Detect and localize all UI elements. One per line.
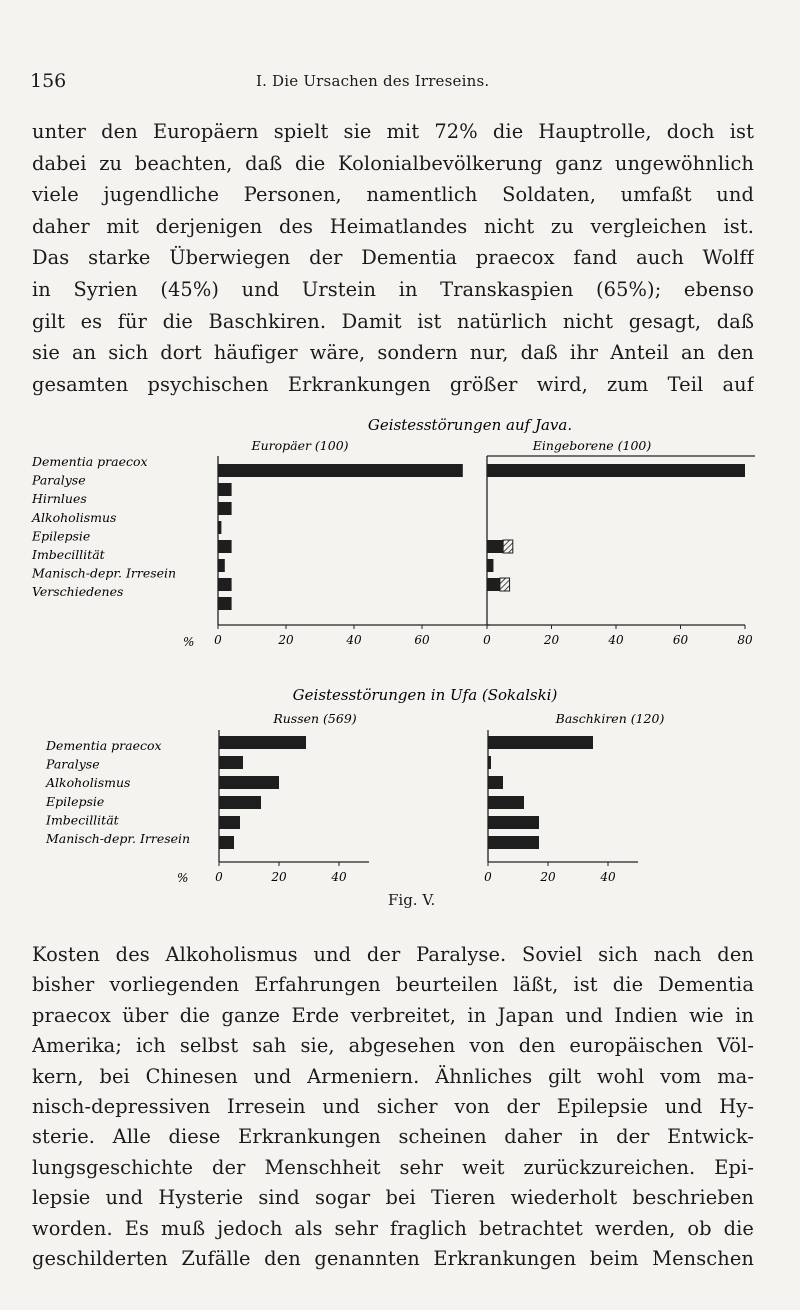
text-line: dabei zu beachten, daß die Kolonialbevölkerung ganz ungewöhnlich bbox=[32, 151, 754, 175]
x-tick-label: 0 bbox=[484, 870, 492, 884]
bar bbox=[218, 559, 225, 572]
running-header bbox=[30, 70, 770, 96]
text-line: bisher vorliegenden Erfahrungen beurteilen läßt, ist die Dementia bbox=[32, 973, 754, 997]
percent-label: % bbox=[183, 635, 195, 649]
category-label: Hirnlues bbox=[32, 491, 87, 507]
x-tick-label: 0 bbox=[483, 633, 491, 647]
category-label: Dementia praecox bbox=[46, 738, 162, 753]
x-tick-label: 20 bbox=[271, 870, 287, 884]
text-line: worden. Es muß jedoch als sehr fraglich betrachtet werden, ob die bbox=[32, 1216, 754, 1240]
category-label: Verschiedenes bbox=[32, 584, 124, 600]
x-tick-label: 80 bbox=[737, 633, 753, 647]
bar bbox=[488, 776, 503, 789]
bar bbox=[218, 521, 221, 534]
text-line: in Syrien (45%) und Urstein in Transkaspien (65%); ebenso bbox=[32, 277, 754, 301]
x-tick-label: 20 bbox=[278, 633, 294, 647]
text-line: nisch-depressiven Irresein und sicher von der Epilepsie und Hy- bbox=[32, 1094, 754, 1118]
percent-label: % bbox=[177, 871, 189, 885]
category-label: Epilepsie bbox=[32, 528, 91, 544]
category-label: Alkoholismus bbox=[32, 509, 117, 525]
text-line: daher mit derjenigen des Heimatlandes nicht zu vergleichen ist. bbox=[32, 214, 754, 238]
running-title: I. Die Ursachen des Irreseins. bbox=[256, 72, 490, 90]
bar bbox=[488, 836, 539, 849]
category-label: Dementia praecox bbox=[32, 454, 148, 469]
bar bbox=[218, 540, 232, 553]
x-tick-label: 40 bbox=[608, 633, 624, 647]
bar bbox=[218, 464, 463, 477]
bar bbox=[219, 836, 234, 849]
bar bbox=[219, 756, 243, 769]
bar bbox=[219, 796, 261, 809]
bar bbox=[219, 736, 306, 749]
bar bbox=[487, 464, 745, 477]
text-line: unter den Europäern spielt sie mit 72% die Hauptrolle, doch ist bbox=[32, 120, 754, 143]
bar-hatched bbox=[503, 540, 513, 553]
x-tick-label: 60 bbox=[414, 633, 430, 647]
bar bbox=[488, 816, 539, 829]
text-line: sterie. Alle diese Erkrankungen scheinen daher in der Entwick- bbox=[32, 1125, 754, 1149]
paragraph-bottom bbox=[32, 940, 754, 1274]
text-line: Das starke Überwiegen der Dementia praecox fand auch Wolff bbox=[32, 246, 754, 270]
chart-title: Geistesstörungen auf Java. bbox=[367, 416, 573, 434]
x-tick-label: 0 bbox=[214, 633, 222, 647]
text-line: sie an sich dort häufiger wäre, sondern nur, daß ihr Anteil an den bbox=[32, 341, 754, 365]
figure-caption: Fig. V. bbox=[388, 891, 436, 909]
x-tick-label: 0 bbox=[215, 870, 223, 884]
category-label: Imbecillität bbox=[32, 547, 105, 562]
chart-title: Geistesstörungen in Ufa (Sokalski) bbox=[292, 686, 558, 704]
series-caption: Eingeborene (100) bbox=[532, 438, 652, 453]
paragraph-top bbox=[32, 116, 754, 400]
bar bbox=[218, 502, 232, 515]
category-label: Imbecillität bbox=[46, 812, 119, 828]
text-line: gilt es für die Baschkiren. Damit ist natürlich nicht gesagt, daß bbox=[32, 309, 754, 333]
category-label: Manisch-depr. Irresein bbox=[46, 831, 191, 846]
text-line: lepsie und Hysterie sind sogar bei Tieren wiederholt beschrieben bbox=[32, 1186, 754, 1210]
text-line: gesamten psychischen Erkrankungen größer wird, zum Teil auf bbox=[32, 372, 754, 396]
x-tick-label: 40 bbox=[331, 870, 347, 884]
bar bbox=[488, 756, 491, 769]
bar bbox=[488, 796, 524, 809]
series-caption: Baschkiren (120) bbox=[555, 711, 665, 726]
text-line: Amerika; ich selbst sah sie, abgesehen von den europäischen Völ- bbox=[32, 1034, 754, 1058]
bar bbox=[218, 578, 232, 591]
text-line: kern, bei Chinesen und Armeniern. Ähnliches gilt wohl vom ma- bbox=[32, 1064, 754, 1088]
figure-v bbox=[0, 410, 800, 920]
bar bbox=[488, 736, 593, 749]
category-label: Paralyse bbox=[46, 756, 100, 772]
page-number: 156 bbox=[30, 70, 67, 92]
text-line: lungsgeschichte der Menschheit sehr weit zurückzureichen. Epi- bbox=[32, 1155, 754, 1179]
bar bbox=[487, 540, 503, 553]
category-label: Manisch-depr. Irresein bbox=[32, 565, 177, 581]
text-line: geschilderten Zufälle den genannten Erkrankungen beim Menschen bbox=[32, 1246, 754, 1270]
x-tick-label: 20 bbox=[540, 870, 556, 884]
series-caption: Russen (569) bbox=[273, 711, 357, 726]
series-caption: Europäer (100) bbox=[251, 438, 349, 453]
bar bbox=[219, 776, 279, 789]
bar bbox=[487, 578, 500, 591]
category-label: Paralyse bbox=[32, 472, 86, 488]
figure-charts bbox=[0, 410, 800, 920]
text-line: Kosten des Alkoholismus und der Paralyse. Soviel sich nach den bbox=[32, 943, 754, 966]
bar bbox=[487, 559, 493, 572]
x-tick-label: 40 bbox=[346, 633, 362, 647]
bar bbox=[219, 816, 240, 829]
x-tick-label: 60 bbox=[672, 633, 689, 647]
text-line: viele jugendliche Personen, namentlich Soldaten, umfaßt und bbox=[32, 183, 754, 207]
category-label: Alkoholismus bbox=[46, 775, 131, 791]
text-line: praecox über die ganze Erde verbreitet, in Japan und Indien wie in bbox=[32, 1003, 754, 1027]
x-tick-label: 40 bbox=[600, 870, 616, 884]
x-tick-label: 20 bbox=[543, 633, 560, 647]
category-label: Epilepsie bbox=[46, 793, 105, 809]
bar bbox=[218, 597, 232, 610]
bar-hatched bbox=[500, 578, 510, 591]
bar bbox=[218, 483, 232, 496]
